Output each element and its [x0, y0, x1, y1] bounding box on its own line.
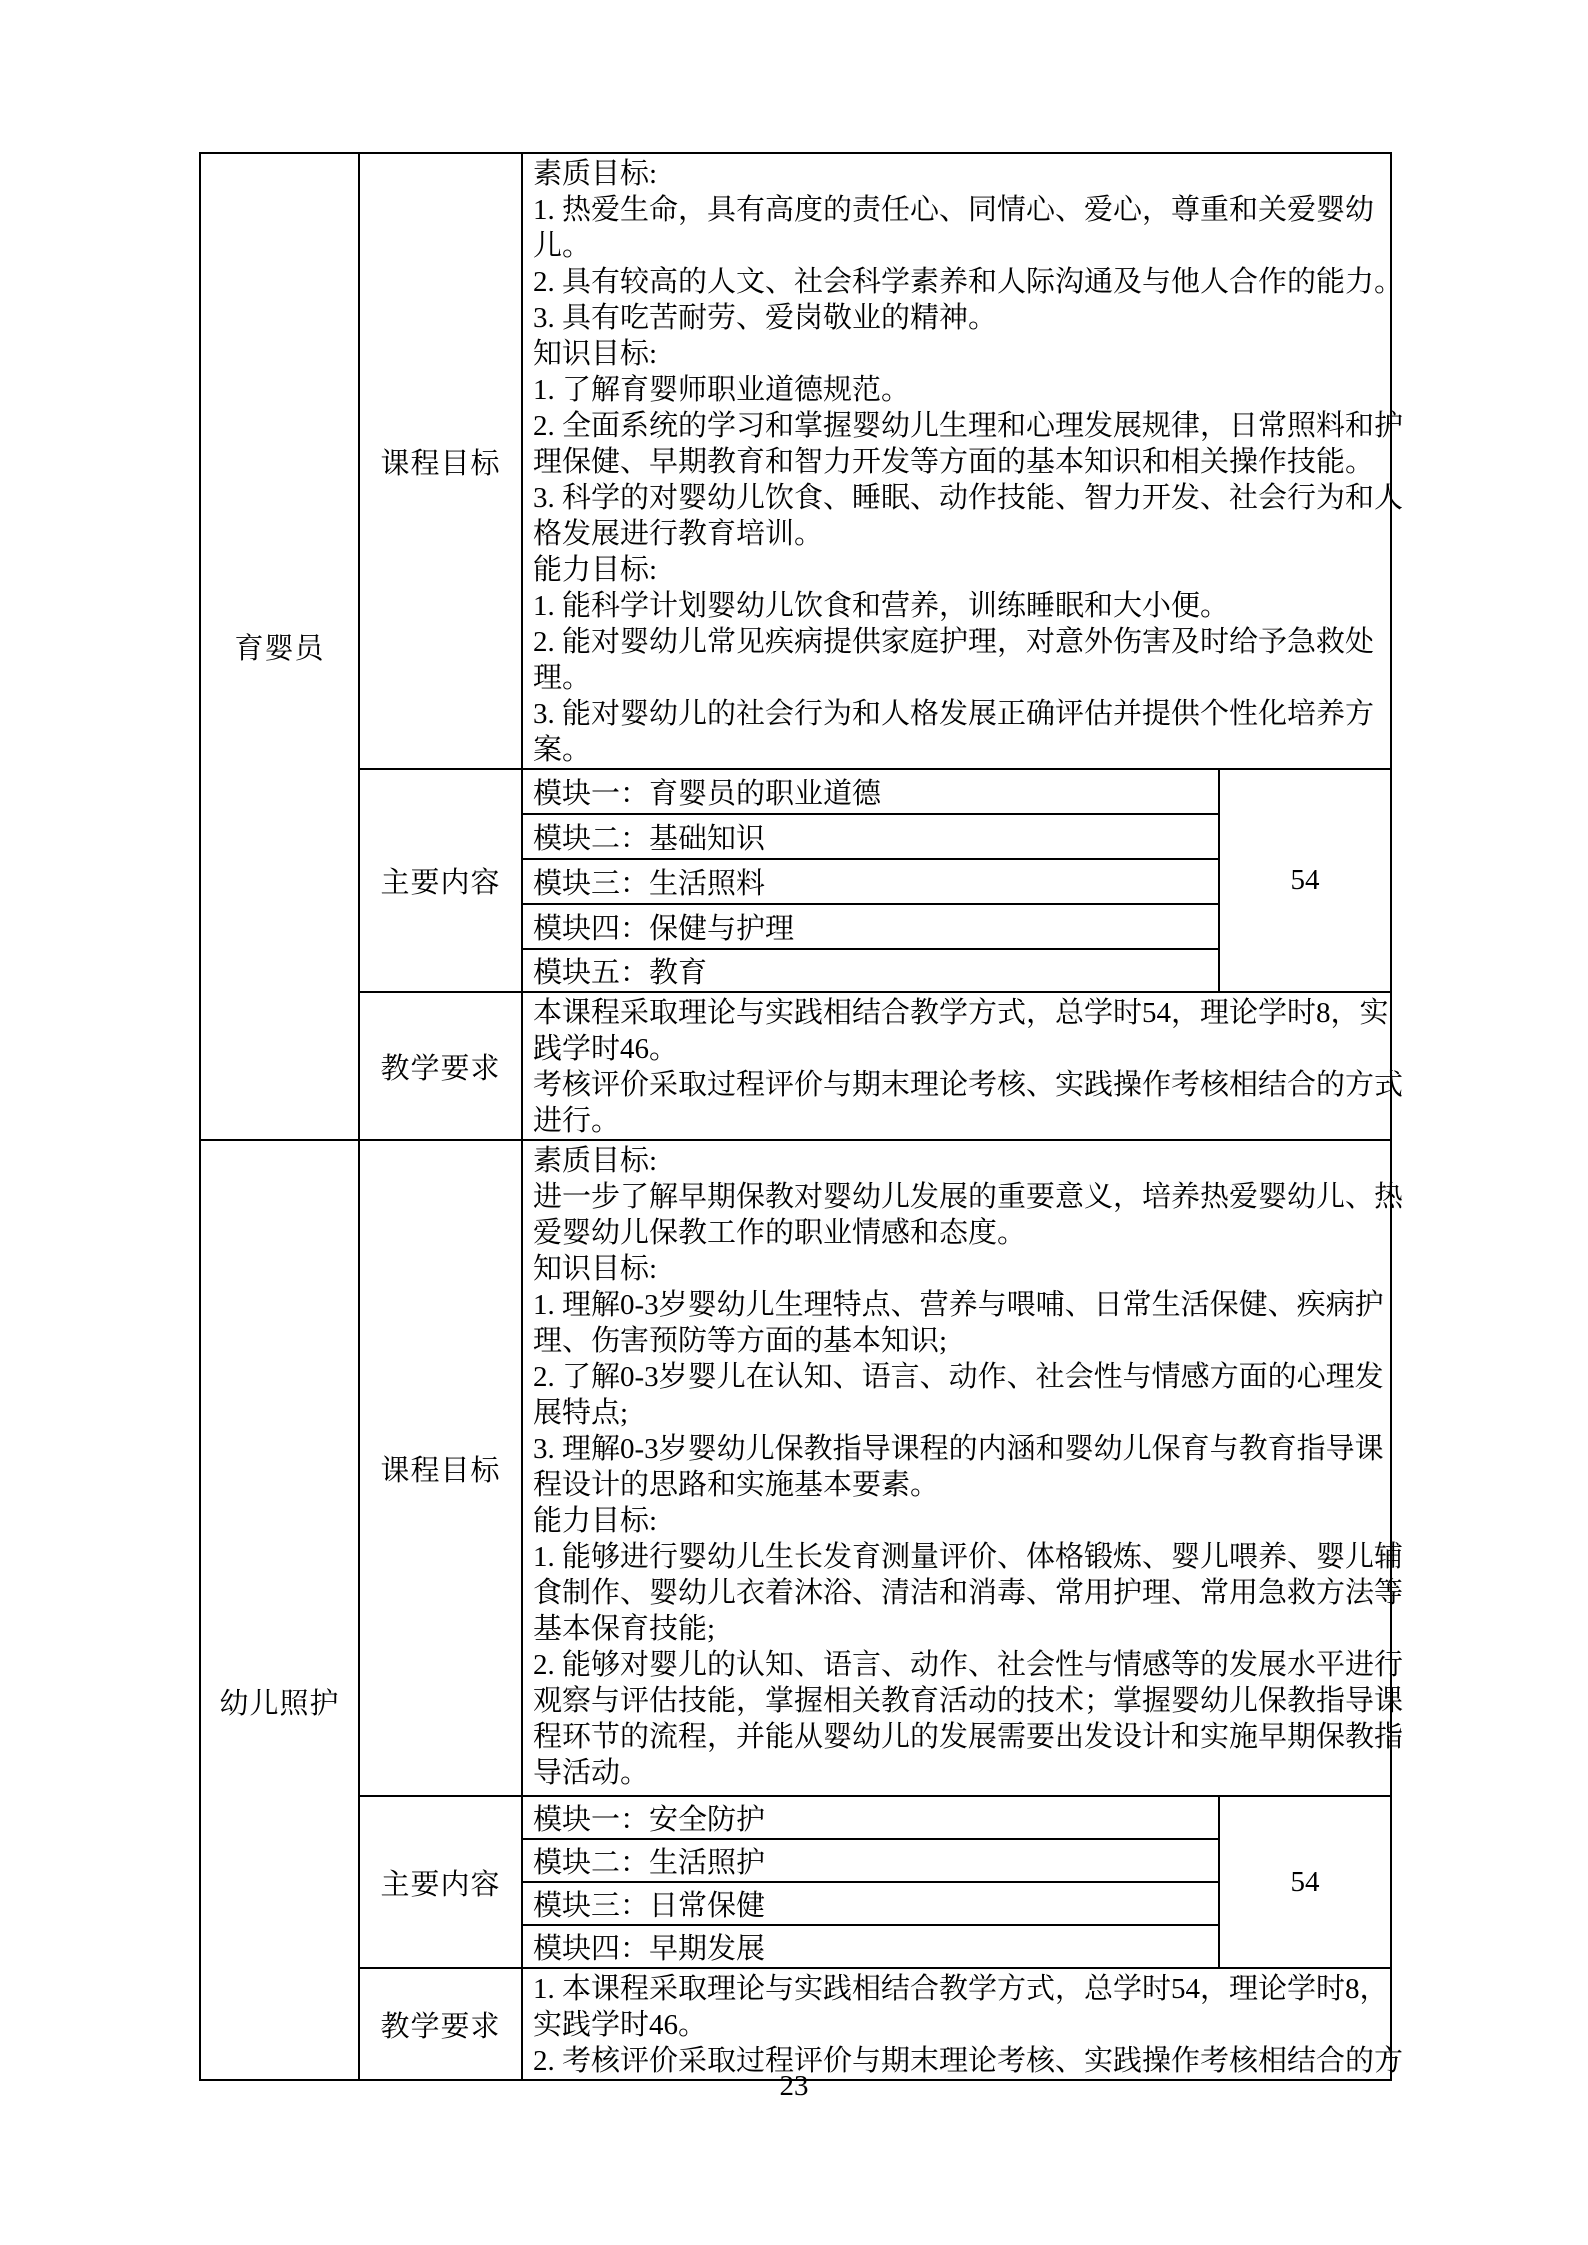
- module-item: 模块五：教育: [522, 949, 1219, 992]
- category-cell-yuyingyuan: 育婴员: [200, 153, 359, 1140]
- text-line: 格发展进行教育培训。: [533, 518, 824, 550]
- text-line: 能力目标:: [533, 1505, 658, 1537]
- text-line: 2. 了解0-3岁婴儿在认知、语言、动作、社会性与情感方面的心理发: [533, 1361, 1384, 1393]
- table-row: [200, 769, 1391, 814]
- teaching-requirements-content: [522, 992, 1404, 1140]
- text-line: 3. 理解0-3岁婴幼儿保教指导课程的内涵和婴幼儿保育与教育指导课: [533, 1433, 1384, 1465]
- text-line: 观察与评估技能，掌握相关教育活动的技术；掌握婴幼儿保教指导课: [533, 1685, 1404, 1717]
- text-line: 程环节的流程，并能从婴幼儿的发展需要出发设计和实施早期保教指: [533, 1721, 1404, 1753]
- text-line: 理。: [533, 662, 592, 694]
- text-line: 1. 能够进行婴幼儿生长发育测量评价、体格锻炼、婴儿喂养、婴儿辅: [533, 1541, 1404, 1573]
- table-row: [200, 1968, 1391, 2080]
- text-line: 展特点;: [533, 1397, 629, 1429]
- text-line: 2. 具有较高的人文、社会科学素养和人际沟通及与他人合作的能力。: [533, 266, 1404, 298]
- text-line: 考核评价采取过程评价与期末理论考核、实践操作考核相结合的方式: [533, 1069, 1404, 1101]
- text-line: 2. 考核评价采取过程评价与期末理论考核、实践操作考核相结合的方: [533, 2045, 1404, 2077]
- main-content-label: 主要内容: [359, 1796, 522, 1968]
- module-item: 模块二：基础知识: [522, 814, 1219, 859]
- module-item: 模块三：日常保健: [522, 1882, 1219, 1925]
- text-line: 爱婴幼儿保教工作的职业情感和态度。: [533, 1217, 1027, 1249]
- text-line: 知识目标:: [533, 338, 658, 370]
- module-item: 模块四：早期发展: [522, 1925, 1219, 1968]
- table-row: [200, 153, 1391, 769]
- category-cell-youerzhaohu: 幼儿照护: [200, 1140, 359, 2080]
- text-line: 1. 理解0-3岁婴幼儿生理特点、营养与喂哺、日常生活保健、疾病护: [533, 1289, 1384, 1321]
- text-line: 1. 了解育婴师职业道德规范。: [533, 374, 911, 406]
- page-number: 23: [779, 2070, 809, 2102]
- course-objectives-content: [522, 1140, 1404, 1796]
- text-line: 理保健、早期教育和智力开发等方面的基本知识和相关操作技能。: [533, 446, 1375, 478]
- table-row: [200, 1140, 1391, 1796]
- text-line: 程设计的思路和实施基本要素。: [533, 1469, 940, 1501]
- curriculum-table: [199, 152, 1404, 2081]
- total-hours-cell: 54: [1219, 1796, 1391, 1968]
- course-objectives-content: [522, 153, 1404, 769]
- module-item: 模块一：安全防护: [522, 1796, 1219, 1839]
- text-line: 1. 能科学计划婴幼儿饮食和营养，训练睡眠和大小便。: [533, 590, 1230, 622]
- teaching-requirements-label: 教学要求: [359, 992, 522, 1140]
- main-content-label: 主要内容: [359, 769, 522, 992]
- total-hours-cell: 54: [1219, 769, 1391, 992]
- text-line: 3. 能对婴幼儿的社会行为和人格发展正确评估并提供个性化培养方: [533, 698, 1375, 730]
- module-item: 模块一：育婴员的职业道德: [522, 769, 1219, 814]
- text-line: 3. 科学的对婴幼儿饮食、睡眠、动作技能、智力开发、社会行为和人: [533, 482, 1404, 514]
- text-line: 进一步了解早期保教对婴幼儿发展的重要意义，培养热爱婴幼儿、热: [533, 1181, 1404, 1213]
- table-row: [200, 992, 1391, 1140]
- text-line: 导活动。: [533, 1757, 650, 1789]
- course-objectives-label: 课程目标: [359, 1140, 522, 1796]
- text-line: 3. 具有吃苦耐劳、爱岗敬业的精神。: [533, 302, 998, 334]
- text-line: 本课程采取理论与实践相结合教学方式，总学时54，理论学时8，实: [533, 997, 1389, 1029]
- module-item: 模块三：生活照料: [522, 859, 1219, 904]
- course-objectives-label: 课程目标: [359, 153, 522, 769]
- text-line: 素质目标:: [533, 1145, 658, 1177]
- text-line: 2. 能够对婴儿的认知、语言、动作、社会性与情感等的发展水平进行: [533, 1649, 1404, 1681]
- text-line: 知识目标:: [533, 1253, 658, 1285]
- text-line: 2. 能对婴幼儿常见疾病提供家庭护理，对意外伤害及时给予急救处: [533, 626, 1375, 658]
- teaching-requirements-label: 教学要求: [359, 1968, 522, 2080]
- text-line: 实践学时46。: [533, 2009, 708, 2041]
- module-item: 模块二：生活照护: [522, 1839, 1219, 1882]
- text-line: 案。: [533, 734, 592, 766]
- text-line: 2. 全面系统的学习和掌握婴幼儿生理和心理发展规律，日常照料和护: [533, 410, 1404, 442]
- text-line: 理、伤害预防等方面的基本知识;: [533, 1325, 948, 1357]
- text-line: 能力目标:: [533, 554, 658, 586]
- text-line: 食制作、婴幼儿衣着沐浴、清洁和消毒、常用护理、常用急救方法等: [533, 1577, 1404, 1609]
- teaching-requirements-content: [522, 1968, 1404, 2080]
- text-line: 1. 本课程采取理论与实践相结合教学方式，总学时54，理论学时8，: [533, 1973, 1389, 2005]
- text-line: 儿。: [533, 230, 592, 262]
- text-line: 进行。: [533, 1105, 621, 1137]
- text-line: 基本保育技能;: [533, 1613, 716, 1645]
- text-line: 践学时46。: [533, 1033, 679, 1065]
- text-line: 素质目标:: [533, 158, 658, 190]
- text-line: 1. 热爱生命，具有高度的责任心、同情心、爱心，尊重和关爱婴幼: [533, 194, 1375, 226]
- table-row: [200, 1796, 1391, 1839]
- module-item: 模块四：保健与护理: [522, 904, 1219, 949]
